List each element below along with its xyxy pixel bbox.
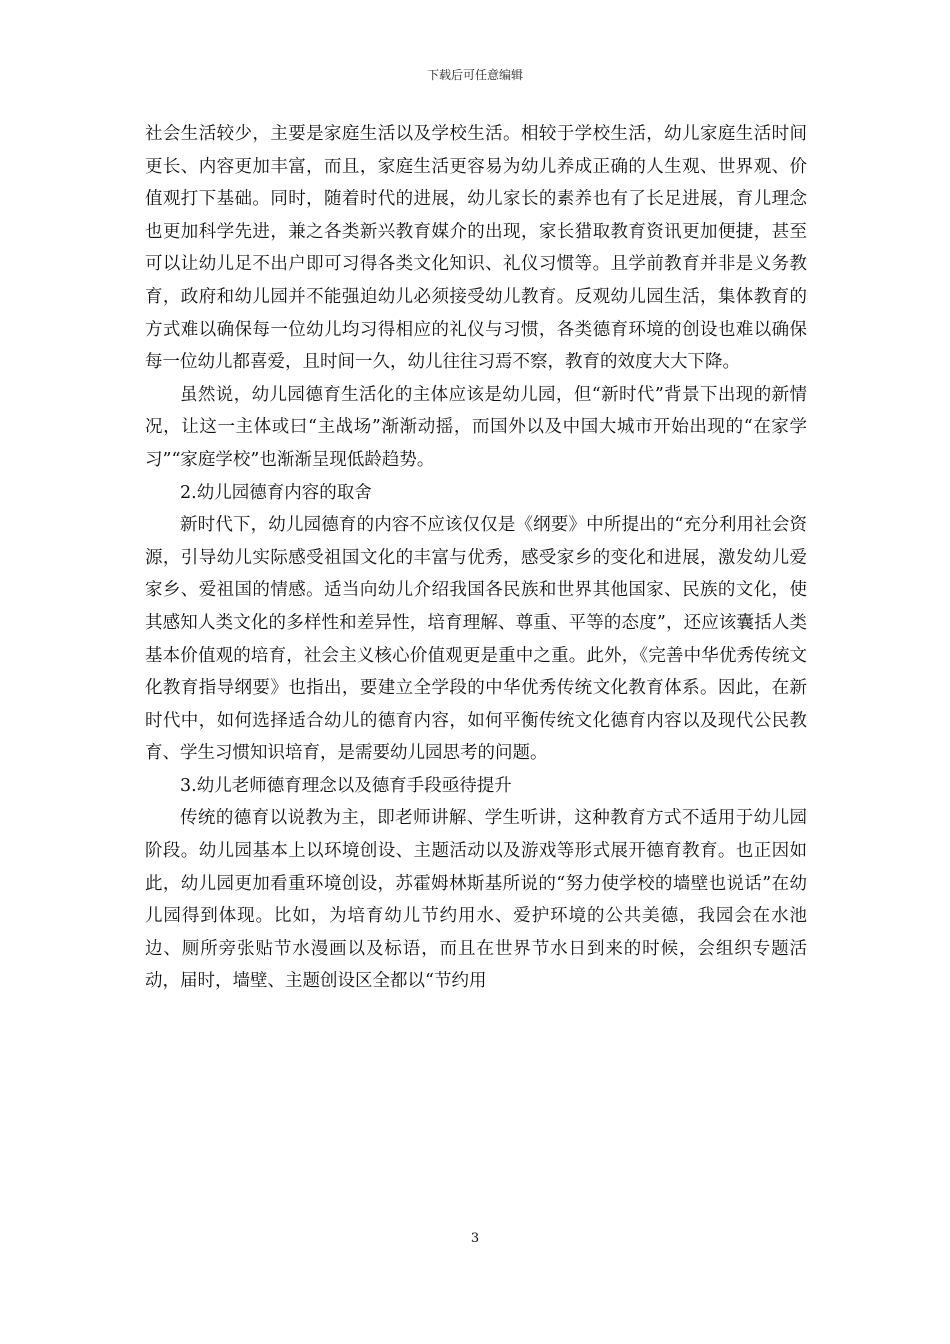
page-number: 3 (470, 1231, 480, 1246)
paragraph: 新时代下，幼儿园德育的内容不应该仅仅是《纲要》中所提出的“充分利用社会资源，引导幼儿实际感受祖国文化的丰富与优秀，感受家乡的变化和进展，激发幼儿爱家乡、爱祖国的情感。适当向幼儿介绍我国各民族和世界其他国家、民族的文化，使其感知人类文化的多样性和差异性，培育理解、尊重、平等的态度”，还应该囊括人类基本价值观的培育，社会主义核心价值观更是重中之重。此外，《完善中华优秀传统文化教育指导纲要》也指出，要建立全学段的中华优秀传统文化教育体系。因此，在新时代中，如何选择适合幼儿的德育内容，如何平衡传统文化德育内容以及现代公民教育、学生习惯知识培育，是需要幼儿园思考的问题。 (145, 515, 807, 764)
section-heading: 3.幼儿老师德育理念以及德育手段亟待提升 (180, 775, 512, 796)
paragraph: 传统的德育以说教为主，即老师讲解、学生听讲，这种教育方式不适用于幼儿园阶段。幼儿园基本上以环境创设、主题活动以及游戏等形式展开德育教育。也正因如此，幼儿园更加看重环境创设，苏霍姆林斯基所说的“努力使学校的墙壁也说话”在幼儿园得到体现。比如，为培育幼儿节约用水、爱护环境的公共美德，我园会在水池边、厕所旁张贴节水漫画以及标语，而且在世界节水日到来的时候，会组织专题活动，届时，墙壁、主题创设区全都以“节约用 (145, 808, 807, 992)
paragraph: 虽然说，幼儿园德育生活化的主体应该是幼儿园，但“新时代”背景下出现的新情况，让这一主体或曰“主战场”渐渐动摇，而国外以及中国大城市开始出现的“在家学习”“家庭学校”也渐渐呈现低龄趋势。 (145, 384, 807, 470)
document-body (145, 118, 807, 998)
paragraph-continued: 社会生活较少，主要是家庭生活以及学校生活。相较于学校生活，幼儿家庭生活时间更长、内容更加丰富，而且，家庭生活更容易为幼儿养成正确的人生观、世界观、价值观打下基础。同时，随着时代的进展，幼儿家长的素养也有了长足进展，育儿理念也更加科学先进，兼之各类新兴教育媒介的出现，家长猎取教育资讯更加便捷，甚至可以让幼儿足不出户即可习得各类文化知识、礼仪习惯等。且学前教育并非是义务教育，政府和幼儿园并不能强迫幼儿必须接受幼儿教育。反观幼儿园生活，集体教育的方式难以确保每一位幼儿均习得相应的礼仪与习惯，各类德育环境的创设也难以确保每一位幼儿都喜爱，且时间一久，幼儿往往习焉不察，教育的效度大大下降。 (145, 124, 807, 373)
section-heading: 2.幼儿园德育内容的取舍 (180, 482, 372, 503)
page-header: 下载后可任意编辑 (426, 68, 523, 82)
